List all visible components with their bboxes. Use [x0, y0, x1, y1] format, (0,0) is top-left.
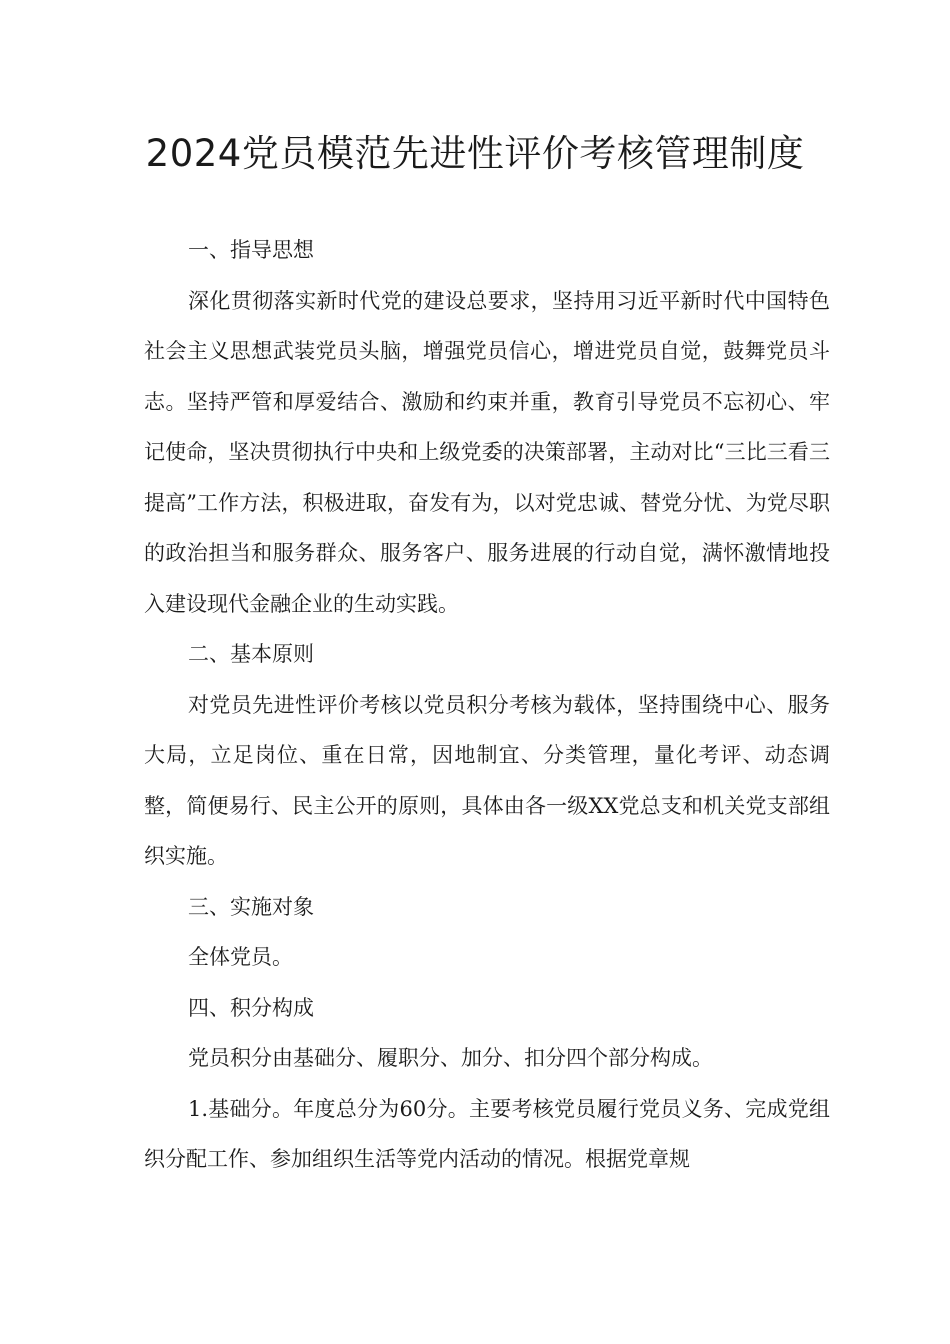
section-heading-implementation-target: 三、实施对象 — [188, 894, 314, 919]
document-title: 2024党员模范先进性评价考核管理制度 — [145, 132, 805, 175]
section-heading-guiding-ideology: 一、指导思想 — [188, 238, 314, 262]
paragraph-implementation-target: 全体党员。 — [188, 945, 293, 969]
list-item-basic-score: 1.基础分。年度总分为60分。主要考核党员履行党员义务、完成党组织分配工作、参加组织生活等党内活动的情况。根据党章规 — [144, 1096, 830, 1171]
document-body — [144, 225, 830, 1185]
paragraph-score-composition: 党员积分由基础分、履职分、加分、扣分四个部分构成。 — [188, 1046, 713, 1070]
section-heading-basic-principles: 二、基本原则 — [188, 642, 314, 666]
paragraph-basic-principles: 对党员先进性评价考核以党员积分考核为载体，坚持围绕中心、服务大局，立足岗位、重在日常，因地制宜、分类管理，量化考评、动态调整，简便易行、民主公开的原则，具体由各一级XX党总支和机关党支部组织实施。 — [144, 692, 830, 868]
paragraph-guiding-ideology: 深化贯彻落实新时代党的建设总要求，坚持用习近平新时代中国特色社会主义思想武装党员头脑，增强党员信心，增进党员自觉，鼓舞党员斗志。坚持严管和厚爱结合、激励和约束并重，教育引导党员不忘初心、牢记使命，坚决贯彻执行中央和上级党委的决策部署，主动对比“三比三看三提高”工作方法，积极进取，奋发有为，以对党忠诚、替党分忧、为党尽职的政治担当和服务群众、服务客户、服务进展的行动自觉，满怀激情地投入建设现代金融企业的生动实践。 — [144, 288, 830, 616]
section-heading-score-composition: 四、积分构成 — [188, 995, 314, 1020]
